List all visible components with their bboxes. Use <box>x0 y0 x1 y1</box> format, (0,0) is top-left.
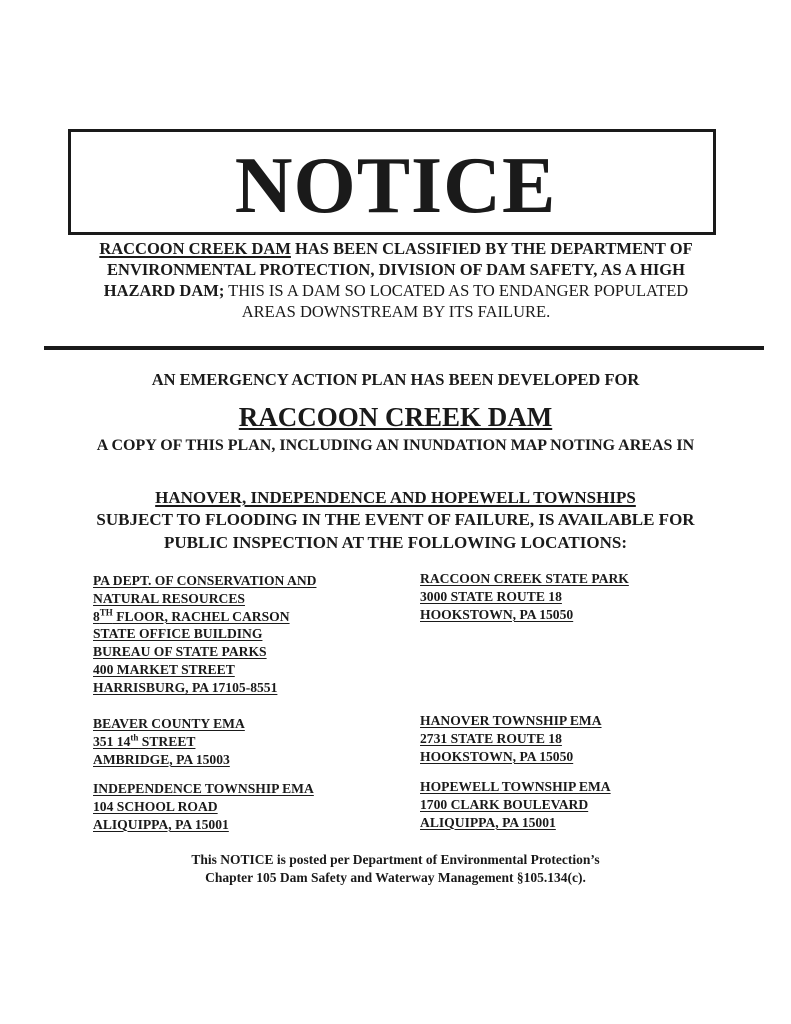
location-line: 2731 STATE ROUTE 18 <box>420 730 562 746</box>
location-independence <box>93 780 314 833</box>
location-line: HARRISBURG, PA 17105-8551 <box>93 679 278 695</box>
copy-statement: A COPY OF THIS PLAN, INCLUDING AN INUNDATION MAP NOTING AREAS IN <box>96 437 695 454</box>
location-line: 8TH FLOOR, RACHEL CARSON <box>93 607 290 624</box>
classification-statement <box>90 238 702 322</box>
location-line: HOOKSTOWN, PA 15050 <box>420 606 574 622</box>
notice-title: NOTICE <box>234 142 557 230</box>
location-hanover <box>420 712 602 765</box>
location-line: 400 MARKET STREET <box>93 661 235 677</box>
location-park <box>420 570 629 623</box>
location-line: 351 14th STREET <box>93 732 196 749</box>
location-dcnr <box>93 572 316 697</box>
location-line: STATE OFFICE BUILDING <box>93 626 263 642</box>
location-line: AMBRIDGE, PA 15003 <box>93 751 230 767</box>
location-line: PA DEPT. OF CONSERVATION AND <box>93 573 317 588</box>
location-line: NATURAL RESOURCES <box>93 590 245 606</box>
location-line: BUREAU OF STATE PARKS <box>93 644 267 660</box>
location-line: HANOVER TOWNSHIP EMA <box>420 713 602 728</box>
location-beaver-county <box>93 715 245 768</box>
classification-plain-text: THIS IS A DAM SO LOCATED AS TO ENDANGER POPULATED AREAS DOWNSTREAM BY ITS FAILURE. <box>224 281 689 321</box>
location-line: RACCOON CREEK STATE PARK <box>420 571 629 586</box>
location-line: BEAVER COUNTY EMA <box>93 716 245 731</box>
location-line: 1700 CLARK BOULEVARD <box>420 796 589 812</box>
horizontal-divider <box>44 346 764 350</box>
footer-line: This NOTICE is posted per Department of Environmental Protection’s <box>191 852 600 867</box>
location-hopewell <box>420 778 611 831</box>
eap-heading: AN EMERGENCY ACTION PLAN HAS BEEN DEVELOPED FOR <box>151 370 640 389</box>
dam-name-inline: RACCOON CREEK DAM <box>99 239 291 258</box>
location-line: ALIQUIPPA, PA 15001 <box>93 816 229 832</box>
location-line: HOPEWELL TOWNSHIP EMA <box>420 779 611 794</box>
dam-name-heading: RACCOON CREEK DAM <box>238 402 553 432</box>
footer-citation <box>100 851 691 887</box>
subject-statement: SUBJECT TO FLOODING IN THE EVENT OF FAILURE, IS AVAILABLE FOR PUBLIC INSPECTION AT THE FOLLOWING LOCATIONS: <box>96 510 695 552</box>
location-line: HOOKSTOWN, PA 15050 <box>420 748 574 764</box>
classification-bold-text: HAS BEEN CLASSIFIED BY THE DEPARTMENT OF ENVIRONMENTAL PROTECTION, DIVISION OF DAM SAFETY, AS A HIGH HAZARD DAM; <box>103 239 693 300</box>
townships-heading: HANOVER, INDEPENDENCE AND HOPEWELL TOWNSHIPS <box>155 488 636 507</box>
location-line: 3000 STATE ROUTE 18 <box>420 588 562 604</box>
footer-line: Chapter 105 Dam Safety and Waterway Management §105.134(c). <box>205 870 586 885</box>
location-line: 104 SCHOOL ROAD <box>93 798 218 814</box>
location-line: INDEPENDENCE TOWNSHIP EMA <box>93 781 314 796</box>
location-line: ALIQUIPPA, PA 15001 <box>420 814 556 830</box>
